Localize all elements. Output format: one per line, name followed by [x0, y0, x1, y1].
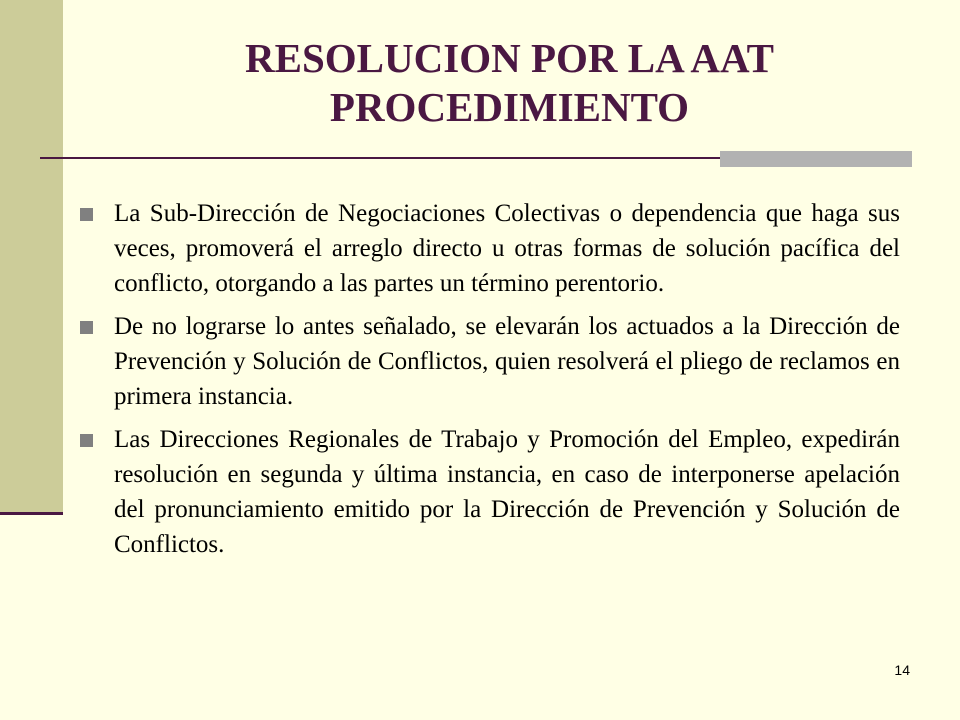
bullet-item-3 — [80, 422, 900, 562]
square-bullet-icon — [80, 321, 93, 334]
bullet-text-3: Las Direcciones Regionales de Trabajo y Promoción del Empleo, expedirán resolución en segunda y última instancia, en caso de interponerse apelación del pronunciamiento emitido por la Dirección de Prevención y Solución de Conflictos. — [114, 426, 900, 558]
square-bullet-icon — [80, 208, 93, 221]
title-divider-accent — [720, 151, 912, 167]
title-line-1: RESOLUCION POR LA AAT — [245, 35, 774, 81]
bullet-item-1 — [80, 196, 900, 301]
square-bullet-icon — [80, 434, 93, 447]
left-decorative-rule — [0, 512, 63, 515]
bullet-text-1: La Sub-Dirección de Negociaciones Colectivas o dependencia que haga sus veces, promoverá el arreglo directo u otras formas de solución pacífica del conflicto, otorgando a las partes un término perentorio. — [114, 200, 900, 297]
title-line-2: PROCEDIMIENTO — [329, 84, 690, 130]
slide-title — [63, 34, 956, 132]
bullet-list — [80, 196, 900, 570]
page-number: 14 — [894, 662, 910, 678]
bullet-text-2: De no lograrse lo antes señalado, se elevarán los actuados a la Dirección de Prevención y Solución de Conflictos, quien resolverá el pliego de reclamos en primera instancia. — [114, 313, 900, 410]
left-decorative-band — [0, 0, 63, 512]
bullet-item-2 — [80, 309, 900, 414]
